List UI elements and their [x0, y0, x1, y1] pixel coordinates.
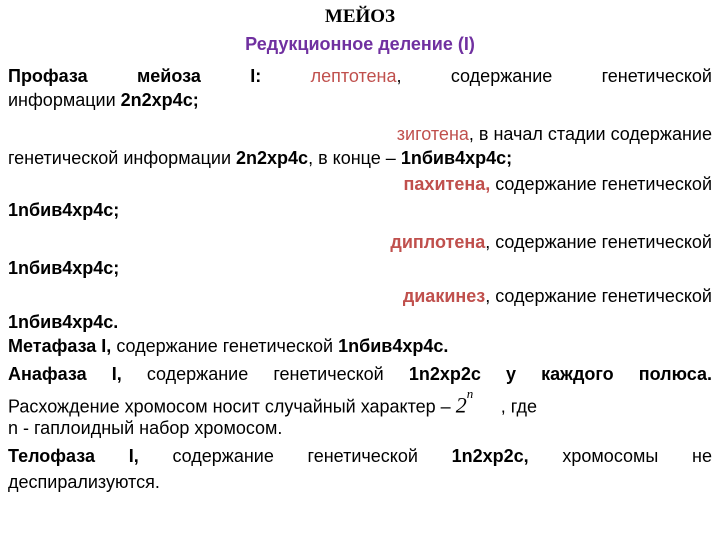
pachytene-stage: пахитена, — [403, 174, 491, 194]
leptotene-text2: информации — [8, 90, 116, 110]
anaphase-text: содержание генетической — [146, 364, 384, 384]
metaphase-text: содержание генетической — [116, 336, 334, 356]
anaphase-line2-text: Расхождение хромосом носит случайный характер – — [8, 396, 451, 417]
pachytene-text: содержание генетической — [495, 174, 712, 194]
diakinesis-formula: 1nбив4хр4с. — [8, 312, 119, 332]
pachytene-line-1 — [8, 172, 712, 196]
leptotene-sep: , — [396, 66, 402, 86]
anaphase-line-1 — [8, 362, 712, 386]
two-power-n-formula — [456, 388, 496, 417]
diplotene-stage: диплотена — [390, 232, 486, 252]
telophase-label: Телофаза I, — [8, 446, 139, 466]
zygotene-formula2: 1nбив4хр4с; — [400, 148, 513, 168]
page-title: МЕЙОЗ — [324, 6, 396, 27]
anaphase-line-2 — [8, 388, 712, 418]
anaphase-line2-end: , где — [500, 396, 538, 417]
leptotene-word — [311, 66, 402, 86]
diakinesis-line-2 — [8, 310, 712, 334]
leptotene-text: содержание генетической — [450, 66, 712, 86]
zygotene-text3: , в конце – — [308, 148, 396, 168]
metaphase-formula: 1nбив4хр4с. — [338, 336, 449, 356]
leptotene-stage: лептотена — [310, 66, 397, 86]
page-subtitle: Редукционное деление (I) — [245, 34, 475, 54]
pachytene-formula: 1nбив4хр4с; — [8, 200, 120, 220]
diplotene-text: , содержание генетической — [485, 232, 712, 252]
telophase-line-2 — [8, 470, 712, 494]
prophase-line-1 — [8, 64, 712, 88]
diplotene-line-1 — [8, 230, 712, 254]
diakinesis-line-1 — [8, 284, 712, 308]
telophase-line2-text: деспирализуются. — [8, 472, 160, 492]
telophase-text: содержание генетической — [172, 446, 418, 466]
telophase-line-1 — [8, 444, 712, 468]
leptotene-formula: 2n2хр4с; — [120, 90, 199, 110]
zygotene-formula1: 2n2хр4с — [236, 148, 309, 168]
zygotene-line-1 — [8, 122, 712, 146]
metaphase-line — [8, 334, 712, 358]
zygotene-text: , в начал стадии содержание — [468, 124, 712, 144]
prophase-label: Профаза мейоза I: — [8, 66, 262, 86]
diplotene-formula: 1nбив4хр4с; — [8, 258, 120, 278]
diakinesis-text: , содержание генетической — [485, 286, 712, 306]
anaphase-line-3 — [8, 416, 712, 440]
anaphase-line3-text: n - гаплоидный набор хромосом. — [8, 418, 283, 438]
diakinesis-stage: диакинез — [402, 286, 486, 306]
math-base: 2 — [455, 392, 467, 418]
anaphase-formula: 1n2хр2с у каждого полюса. — [408, 364, 712, 384]
math-exp: n — [466, 386, 474, 401]
zygotene-stage: зиготена — [396, 124, 469, 144]
telophase-text2: хромосомы не — [562, 446, 712, 466]
metaphase-label: Метафаза I, — [8, 336, 112, 356]
diplotene-line-2 — [8, 256, 712, 280]
zygotene-line-2 — [8, 146, 712, 170]
pachytene-line-2 — [8, 198, 712, 222]
zygotene-text2: генетической информации — [8, 148, 231, 168]
prophase-line-2 — [8, 88, 712, 112]
anaphase-label: Анафаза I, — [8, 364, 122, 384]
telophase-formula: 1n2хр2с, — [451, 446, 529, 466]
